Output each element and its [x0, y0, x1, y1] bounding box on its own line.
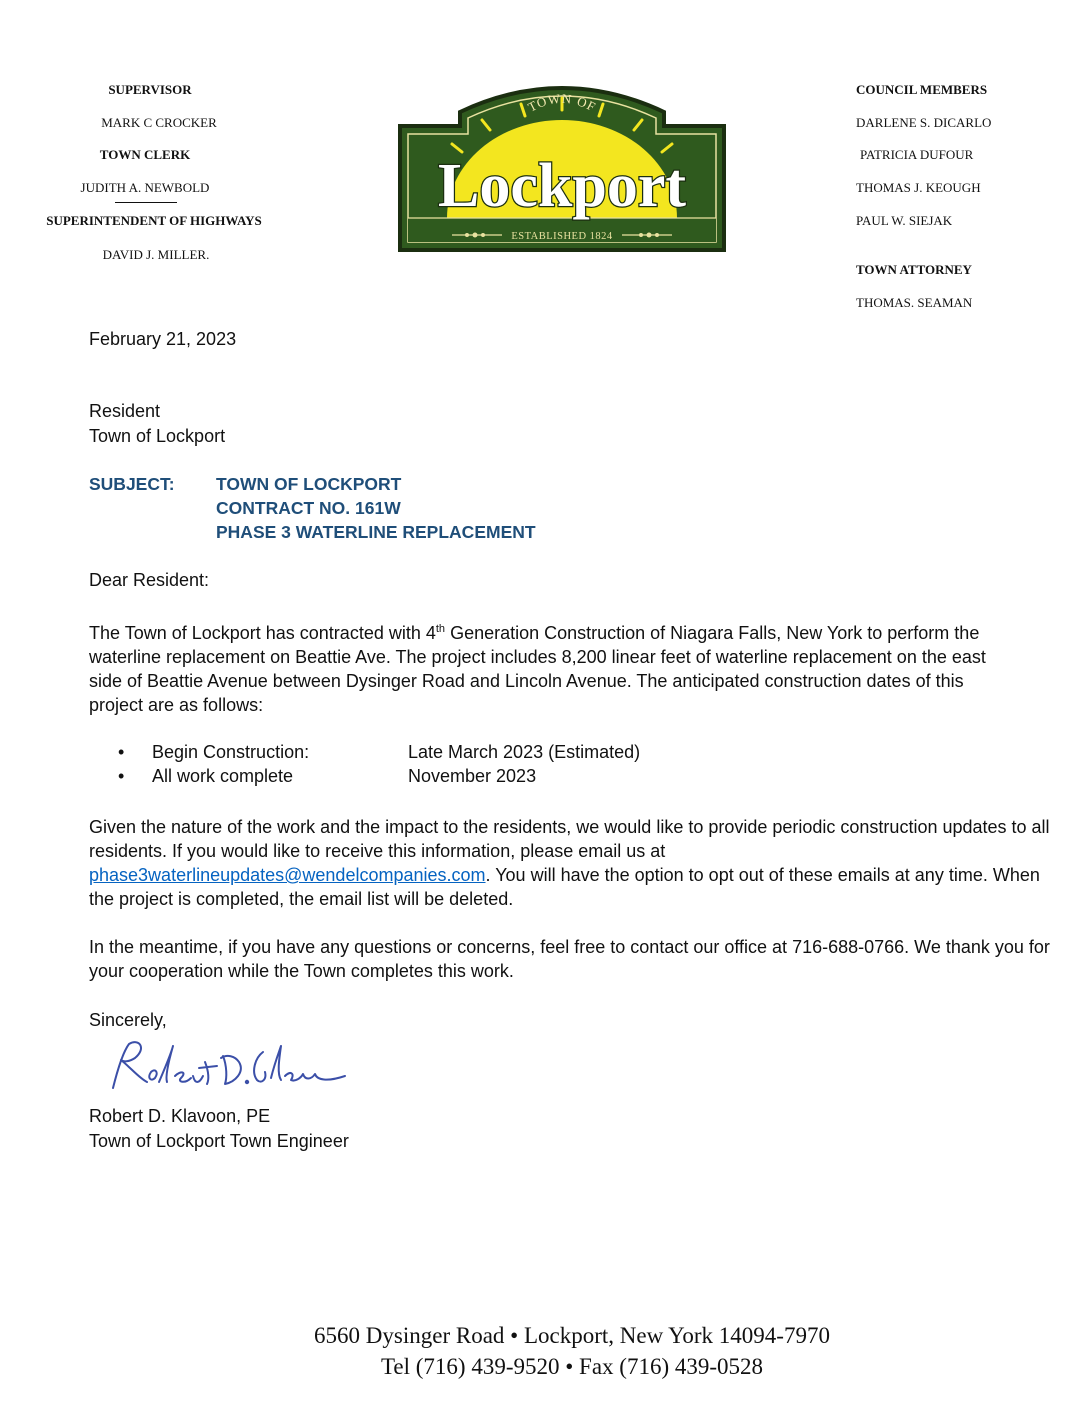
highway-superintendent-title: SUPERINTENDENT OF HIGHWAYS [46, 213, 262, 228]
council-member-name: DARLENE S. DICARLO [856, 115, 992, 130]
schedule-label: Begin Construction: [152, 742, 310, 762]
list-item [118, 740, 640, 764]
logo-top-text: TOWN OF [525, 90, 599, 115]
recipient-line1: Resident [89, 401, 161, 421]
bullet-icon: • [118, 742, 125, 762]
town-logo [392, 78, 732, 258]
town-clerk-name: JUDITH A. NEWBOLD [80, 180, 210, 195]
subject-line: PHASE 3 WATERLINE REPLACEMENT [216, 522, 536, 542]
subject-label: SUBJECT: [89, 474, 175, 494]
bullet-icon: • [118, 766, 125, 786]
signature [95, 1032, 355, 1098]
subject-line: CONTRACT NO. 161W [216, 498, 401, 518]
town-attorney-name: THOMAS. SEAMAN [856, 295, 973, 310]
salutation: Dear Resident: [89, 570, 210, 590]
letter-date: February 21, 2023 [89, 329, 237, 349]
paragraph-updates [89, 815, 1064, 911]
logo-established-text: ESTABLISHED 1824 [511, 231, 613, 242]
council-members-title: COUNCIL MEMBERS [856, 82, 988, 97]
paragraph-text: Generation Construction of Niagara Falls, New York to perform the waterline replacement on Beattie Ave. The project includes 8,200 linear feet of waterline replacement on the east side of Beattie Avenue between Dysinger Road and Lincoln Avenue. The anticipated construction dates of this project are as follows: [89, 623, 986, 715]
list-item [118, 764, 640, 788]
supervisor-title: SUPERVISOR [108, 82, 192, 97]
paragraph-text: . You will have the option to opt out of these emails at any time. When the project is completed, the email list will be deleted. [89, 865, 1040, 909]
paragraph-contact: In the meantime, if you have any questions or concerns, feel free to contact our office at 716-688-0766. We thank you for your cooperation while the Town completes this work. [89, 937, 1050, 981]
paragraph-text: The Town of Lockport has contracted with 4 [89, 623, 436, 643]
schedule-value: Late March 2023 (Estimated) [408, 742, 641, 762]
signer-title: Town of Lockport Town Engineer [89, 1131, 349, 1151]
council-member-name: PATRICIA DUFOUR [860, 147, 974, 162]
highway-superintendent-name: DAVID J. MILLER. [102, 247, 210, 262]
paragraph-text: Given the nature of the work and the impact to the residents, we would like to provide periodic construction updates to all residents. If you would like to receive this information, please email us at [89, 817, 1050, 861]
paragraph-intro [89, 617, 1009, 717]
subject-line: TOWN OF LOCKPORT [216, 474, 402, 494]
council-member-name: THOMAS J. KEOUGH [856, 180, 981, 195]
closing: Sincerely, [89, 1010, 167, 1030]
email-link[interactable]: phase3waterlineupdates@wendelcompanies.com [89, 865, 486, 885]
schedule-label: All work complete [152, 766, 294, 786]
divider [115, 202, 177, 203]
schedule-list [118, 740, 640, 788]
supervisor-name: MARK C CROCKER [101, 115, 217, 130]
town-clerk-title: TOWN CLERK [99, 147, 191, 162]
signer-name: Robert D. Klavoon, PE [89, 1106, 271, 1126]
town-attorney-title: TOWN ATTORNEY [856, 262, 972, 277]
council-member-name: PAUL W. SIEJAK [856, 213, 953, 228]
footer-address: 6560 Dysinger Road • Lockport, New York 14094-7970 [314, 1323, 830, 1348]
recipient-line2: Town of Lockport [89, 426, 226, 446]
ordinal-suffix: th [435, 623, 446, 635]
schedule-value: November 2023 [408, 766, 537, 786]
footer-phones: Tel (716) 439-9520 • Fax (716) 439-0528 [380, 1354, 764, 1379]
logo-main-text: Lockport [438, 152, 686, 220]
